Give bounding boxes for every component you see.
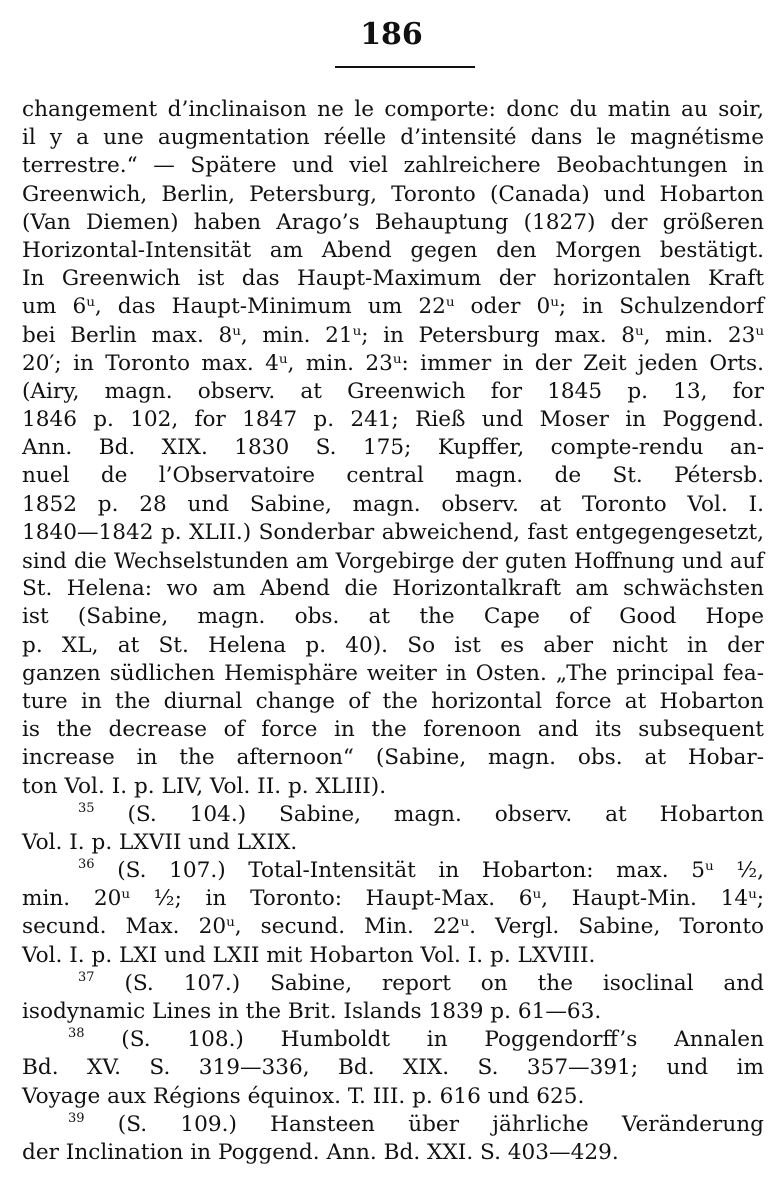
line-text: St. Helena: wo am Abend die Horizontalkraft am schwächsten (22, 576, 764, 602)
footnote-line (22, 970, 764, 998)
text-line (22, 660, 764, 688)
text-line (22, 1139, 764, 1167)
footnote-line (22, 1111, 764, 1139)
text-line (22, 942, 764, 970)
text-line (22, 181, 764, 209)
footnote-number: 39 (68, 1110, 85, 1126)
text-line (22, 998, 764, 1026)
text-line (22, 462, 764, 490)
line-text: Bd. XV. S. 319—336, Bd. XIX. S. 357—391; und im (22, 1055, 764, 1081)
text-line (22, 744, 764, 772)
line-text: Vol. I. p. LXVII und LXIX. (22, 829, 298, 855)
text-line (22, 322, 764, 350)
text-line (22, 1054, 764, 1082)
footnote-line (22, 801, 764, 829)
text-line (22, 1083, 764, 1111)
line-text: ganzen südlichen Hemisphäre weiter in Osten. „The principal fea- (22, 660, 764, 686)
line-text: Voyage aux Régions équinox. T. III. p. 616 und 625. (22, 1083, 585, 1109)
line-text: Horizontal-Intensität am Abend gegen den Morgen bestätigt. (22, 237, 764, 263)
footnote-number: 37 (78, 969, 95, 985)
line-text: (S. 109.) Hansteen über jährliche Veränderung (117, 1111, 764, 1137)
text-line (22, 124, 764, 152)
line-text: Ann. Bd. XIX. 1830 S. 175; Kupffer, compte-rendu an- (22, 435, 764, 461)
text-line (22, 519, 764, 547)
footnote-number: 35 (78, 800, 95, 816)
line-text: (Van Diemen) haben Arago’s Behauptung (1827) der größeren (22, 209, 764, 235)
line-text: increase in the afternoon“ (Sabine, magn. obs. at Hobar- (22, 745, 764, 771)
text-line (22, 773, 764, 801)
line-text: isodynamic Lines in the Brit. Islands 1839 p. 61—63. (22, 999, 602, 1024)
line-text: 1852 p. 28 und Sabine, magn. observ. at Toronto Vol. I. (22, 491, 764, 517)
line-text: ist (Sabine, magn. obs. at the Cape of Good Hope (22, 604, 764, 630)
line-text: In Greenwich ist das Haupt-Maximum der horizontalen Kraft (22, 266, 764, 292)
text-line (22, 575, 764, 603)
text-line (22, 350, 764, 378)
footnote-line (22, 1026, 764, 1054)
line-text: changement d’inclinaison ne le comporte: donc du matin au soir, (22, 97, 764, 122)
line-text: il y a une augmentation réelle d’intensité dans le magnétisme (22, 125, 764, 151)
line-text: terrestre.“ — Spätere und viel zahlreichere Beobachtungen in (22, 153, 764, 179)
line-text: 1846 p. 102, for 1847 p. 241; Rieß und Moser in Poggend. (22, 407, 764, 433)
text-line (22, 913, 764, 941)
line-text: (S. 104.) Sabine, magn. observ. at Hobarton (127, 801, 764, 827)
line-text: (S. 107.) Sabine, report on the isoclinal and (124, 970, 764, 996)
text-line (22, 237, 764, 265)
text-line (22, 716, 764, 744)
text-line (22, 885, 764, 913)
line-text: sind die Wechselstunden am Vorgebirge der guten Hoffnung und auf (22, 548, 764, 573)
footnote-number: 36 (78, 857, 95, 873)
text-line (22, 547, 764, 575)
line-text: p. XL, at St. Helena p. 40). So ist es aber nicht in der (22, 632, 764, 658)
text-line (22, 209, 764, 237)
text-line (22, 434, 764, 462)
footnote-line (22, 857, 764, 885)
header-rule (335, 66, 475, 68)
footnote-number: 38 (68, 1026, 85, 1042)
line-text: 1840—1842 p. XLII.) Sonderbar abweichend, fast entgegengesetzt, (22, 519, 764, 545)
line-text: 20′; in Toronto max. 4ᵘ, min. 23ᵘ: immer in der Zeit jeden Orts. (22, 350, 764, 376)
line-text: der Inclination in Poggend. Ann. Bd. XXI. S. 403—429. (22, 1139, 619, 1165)
text-line (22, 96, 764, 124)
page-number: 186 (360, 17, 423, 52)
line-text: nuel de l’Observatoire central magn. de St. Pétersb. (22, 463, 764, 489)
line-text: min. 20ᵘ ½; in Toronto: Haupt-Max. 6ᵘ, Haupt-Min. 14ᵘ; (22, 886, 764, 912)
line-text: is the decrease of force in the forenoon and its subsequent (22, 717, 764, 743)
line-text: (S. 107.) Total-Intensität in Hobarton: max. 5ᵘ ½, (117, 858, 764, 884)
line-text: ture in the diurnal change of the horizontal force at Hobarton (22, 688, 764, 714)
body-text (22, 96, 764, 1167)
line-text: (S. 108.) Humboldt in Poggendorff’s Annalen (121, 1027, 764, 1053)
line-text: (Airy, magn. observ. at Greenwich for 1845 p. 13, for (22, 378, 764, 404)
line-text: Vol. I. p. LXI und LXII mit Hobarton Vol. I. p. LXVIII. (22, 942, 596, 968)
line-text: um 6ᵘ, das Haupt-Minimum um 22ᵘ oder 0ᵘ; in Schulzendorf (22, 294, 764, 320)
text-line (22, 603, 764, 631)
text-line (22, 406, 764, 434)
text-line (22, 491, 764, 519)
text-line (22, 293, 764, 321)
line-text: ton Vol. I. p. LIV, Vol. II. p. XLIII). (22, 773, 387, 799)
text-line (22, 378, 764, 406)
text-line (22, 265, 764, 293)
line-text: Greenwich, Berlin, Petersburg, Toronto (Canada) und Hobarton (22, 181, 764, 207)
line-text: bei Berlin max. 8ᵘ, min. 21ᵘ; in Petersburg max. 8ᵘ, min. 23ᵘ (22, 322, 764, 348)
line-text: secund. Max. 20ᵘ, secund. Min. 22ᵘ. Vergl. Sabine, Toronto (22, 914, 764, 940)
text-line (22, 688, 764, 716)
text-line (22, 632, 764, 660)
text-line (22, 152, 764, 180)
text-line (22, 829, 764, 857)
